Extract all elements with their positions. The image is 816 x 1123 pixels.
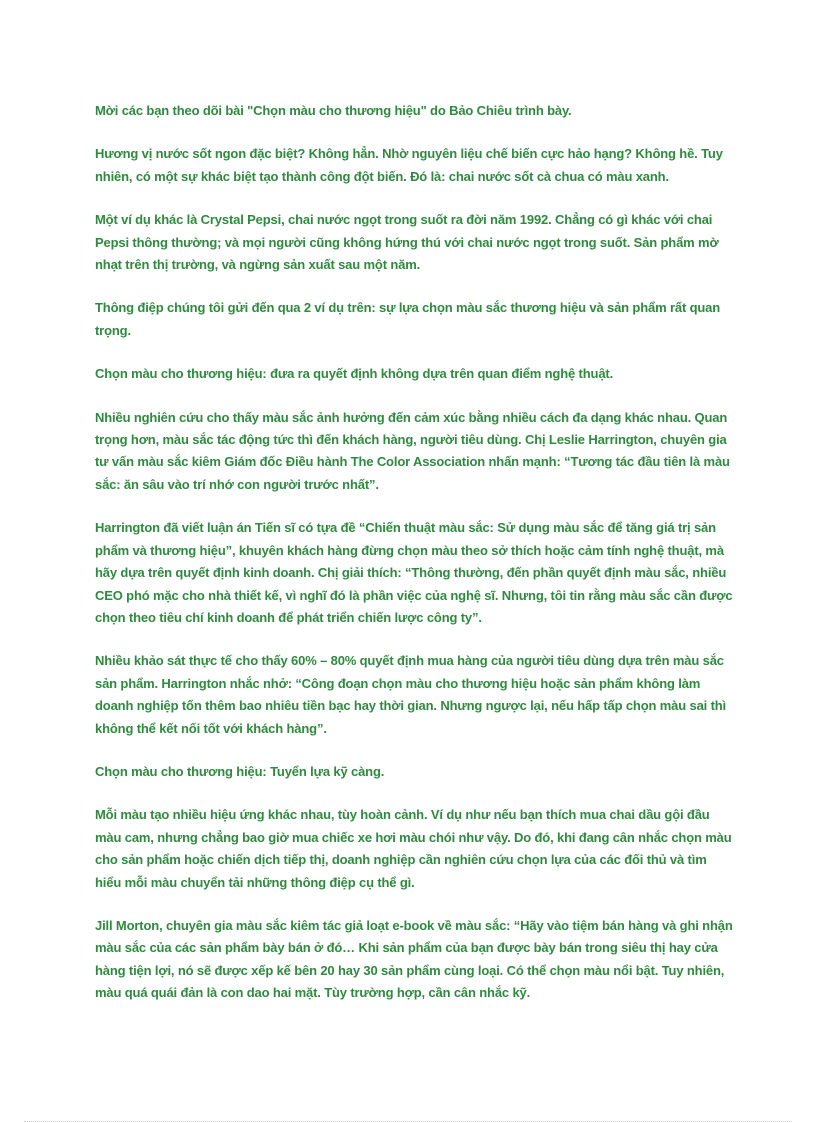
paragraph-harrington-thesis: Harrington đã viết luận án Tiến sĩ có tựa đề “Chiến thuật màu sắc: Sử dụng màu sắc để tăng giá trị sản phẩm và thương hiệu”, khuyên khách hàng đừng chọn màu theo sở thích hoặc cảm tính nghệ thuật, mà hãy dựa trên quyết định kinh doanh. Chị giải thích: “Thông thường, đến phần quyết định màu sắc, nhiều CEO phó mặc cho nhà thiết kế, vì nghĩ đó là phần việc của nghệ sĩ. Nhưng, tôi tin rằng màu sắc cần được chọn theo tiêu chí kinh doanh để phát triển chiến lược công ty”. bbox=[95, 520, 733, 625]
paragraph-research: Nhiều nghiên cứu cho thấy màu sắc ảnh hưởng đến cảm xúc bằng nhiều cách đa dạng khác nhau. Quan trọng hơn, màu sắc tác động tức thì đến khách hàng, người tiêu dùng. Chị Leslie Harrington, chuyên gia tư vấn màu sắc kiêm Giám đốc Điều hành The Color Association nhấn mạnh: “Tương tác đầu tiên là màu sắc: ăn sâu vào trí nhớ con người trước nhất”. bbox=[95, 409, 730, 492]
paragraph-survey: Nhiều khảo sát thực tế cho thấy 60% – 80% quyết định mua hàng của người tiêu dùng dựa trên màu sắc sản phẩm. Harrington nhắc nhở: “Công đoạn chọn màu cho thương hiệu hoặc sản phẩm không làm doanh nghiệp tốn thêm bao nhiêu tiền bạc hay thời gian. Nhưng ngược lại, nếu hấp tấp chọn màu sai thì không thể kết nối tốt với khách hàng”. bbox=[95, 653, 727, 736]
intro-paragraph: Mời các bạn theo dõi bài "Chọn màu cho thương hiệu" do Bảo Chiêu trình bày. bbox=[95, 103, 572, 118]
paragraph-jill-morton: Jill Morton, chuyên gia màu sắc kiêm tác giả loạt e-book về màu sắc: “Hãy vào tiệm bán hàng và ghi nhận màu sắc của các sản phẩm bày bán ở đó… Khi sản phẩm của bạn được bày bán trong siêu thị hay cửa hàng tiện lợi, nó sẽ được xếp kế bên 20 hay 30 sản phẩm cùng loại. Có thể chọn màu nổi bật. Tuy nhiên, màu quá quái đản là con dao hai mặt. Tùy trường hợp, cần cân nhắc kỹ. bbox=[95, 917, 733, 1001]
paragraph-crystal-pepsi: Một ví dụ khác là Crystal Pepsi, chai nước ngọt trong suốt ra đời năm 1992. Chẳng có gì khác với chai Pepsi thông thường; và mọi người cũng không hứng thú với chai nước ngọt trong suốt. Sản phẩm mờ nhạt trên thị trường, và ngừng sản xuất sau một năm. bbox=[95, 212, 719, 273]
section-heading-not-art: Chọn màu cho thương hiệu: đưa ra quyết định không dựa trên quan điểm nghệ thuật. bbox=[95, 366, 614, 382]
paragraph-message: Thông điệp chúng tôi gửi đến qua 2 ví dụ trên: sự lựa chọn màu sắc thương hiệu và sản phẩm rất quan trọng. bbox=[95, 300, 721, 338]
paragraph-effects: Mỗi màu tạo nhiều hiệu ứng khác nhau, tùy hoàn cảnh. Ví dụ như nếu bạn thích mua chai dầu gội đầu màu cam, nhưng chẳng bao giờ mua chiếc xe hơi màu chói như vậy. Do đó, khi đang cân nhắc chọn màu cho sản phẩm hoặc chiến dịch tiếp thị, doanh nghiệp cần nghiên cứu chọn lựa của các đối thủ và tìm hiểu mỗi màu chuyển tải những thông điệp cụ thể gì. bbox=[95, 807, 732, 890]
section-heading-selection: Chọn màu cho thương hiệu: Tuyển lựa kỹ càng. bbox=[95, 763, 385, 779]
paragraph-sauce: Hương vị nước sốt ngon đặc biệt? Không hẳn. Nhờ nguyên liệu chế biến cực hảo hạng? Không hề. Tuy nhiên, có một sự khác biệt tạo thành công đột biến. Đó là: chai nước sốt cà chua có màu xanh. bbox=[95, 146, 723, 184]
document-body bbox=[95, 100, 735, 1026]
page-bottom-divider bbox=[24, 1121, 792, 1122]
